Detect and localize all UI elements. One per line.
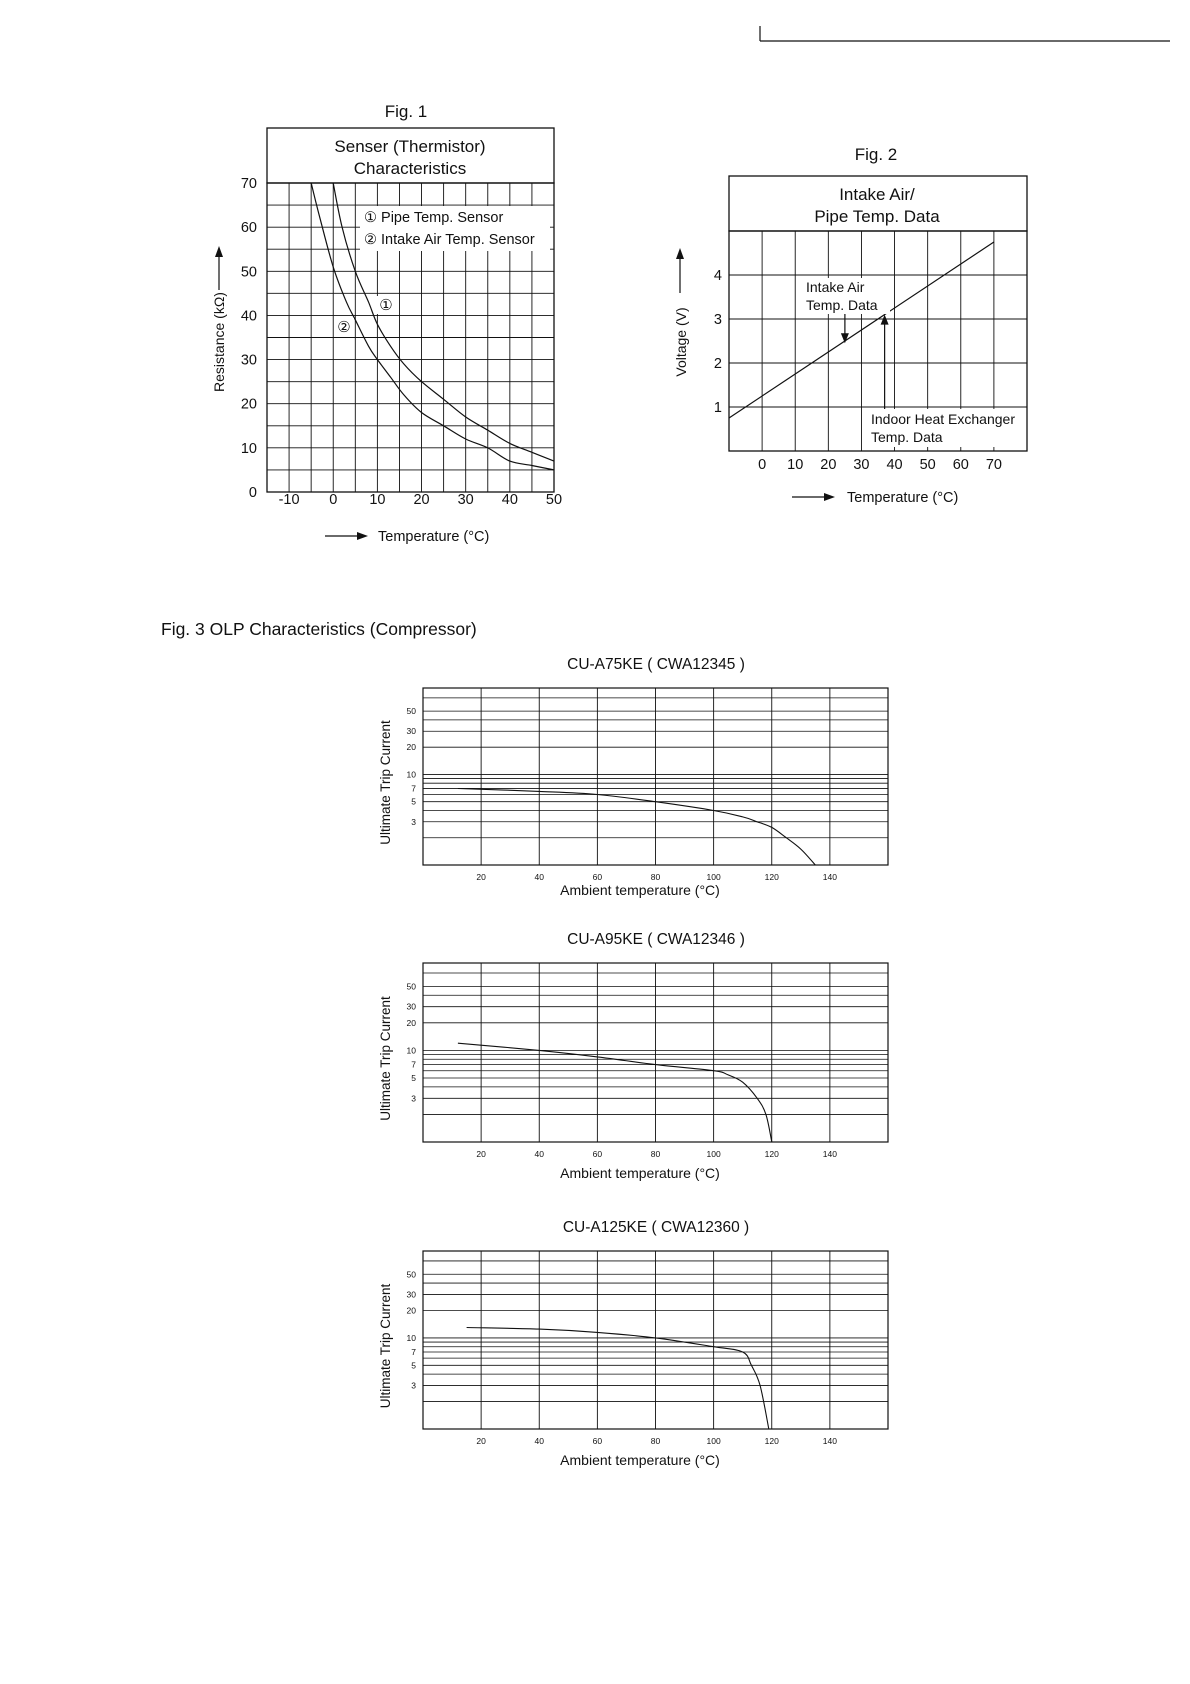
olp1-y-label: Ultimate Trip Current <box>378 720 393 845</box>
fig1-x-tick-label: 20 <box>413 492 430 508</box>
olp1-y-tick-label: 7 <box>411 783 416 794</box>
olp2-y-tick-label: 50 <box>406 981 416 992</box>
fig1-y-tick-label: 40 <box>240 308 257 325</box>
olp1-x-tick-label: 80 <box>650 872 661 882</box>
olp2-y-tick-label: 3 <box>411 1093 416 1104</box>
olp3-y-label: Ultimate Trip Current <box>378 1283 393 1409</box>
fig2-annotation1-line1: Intake Air <box>806 279 865 295</box>
fig1-chart <box>211 102 562 545</box>
olp1-y-tick-label: 5 <box>411 796 416 807</box>
olp1-chart <box>378 656 888 898</box>
olp2-y-tick-label: 20 <box>406 1017 416 1028</box>
fig2-title-line1: Intake Air/ <box>839 185 915 204</box>
olp3-y-tick-label: 5 <box>411 1360 416 1371</box>
olp3-series-line <box>467 1328 769 1430</box>
olp3-y-tick-label: 3 <box>411 1380 416 1391</box>
olp2-x-tick-label: 80 <box>650 1149 661 1159</box>
fig1-y-arrow <box>215 246 223 290</box>
olp3-y-tick-label: 10 <box>406 1332 416 1343</box>
fig1-title-line1: Senser (Thermistor) <box>334 137 486 156</box>
olp3-x-tick-label: 140 <box>822 1436 837 1446</box>
fig2-x-label: Temperature (°C) <box>847 490 959 506</box>
fig1-curve-label-2: ② <box>337 319 351 336</box>
fig1-x-label: Temperature (°C) <box>378 529 490 545</box>
olp3-y-tick-label: 50 <box>406 1269 416 1280</box>
olp3-x-tick-label: 20 <box>476 1436 486 1446</box>
olp1-y-tick-label: 3 <box>411 816 416 827</box>
fig2-x-tick-label: 40 <box>886 457 903 473</box>
fig1-y-tick-label: 70 <box>240 176 257 192</box>
fig1-y-tick-label: 50 <box>240 264 257 281</box>
fig2-y-arrow <box>676 248 684 293</box>
fig1-title-line2: Characteristics <box>353 159 467 178</box>
fig2-chart <box>673 145 1027 506</box>
olp3-x-tick-label: 60 <box>592 1436 603 1446</box>
header-rule <box>760 26 1170 41</box>
olp3-title: CU-A125KE ( CWA12360 ) <box>562 1219 750 1236</box>
fig1-x-tick-label: 30 <box>457 492 474 508</box>
olp1-x-tick-label: 60 <box>592 872 603 882</box>
fig2-annotation2-line1: Indoor Heat Exchanger <box>871 411 1015 427</box>
fig1-y-tick-label: 20 <box>240 396 257 413</box>
fig2-y-tick-label: 4 <box>713 268 722 284</box>
fig1-x-tick-label: -10 <box>278 492 300 508</box>
olp2-series-line <box>458 1043 772 1142</box>
olp2-x-tick-label: 40 <box>534 1149 544 1159</box>
olp2-y-tick-label: 10 <box>406 1045 416 1056</box>
fig1-y-label: Resistance (kΩ) <box>211 292 227 392</box>
olp3-x-label: Ambient temperature (°C) <box>560 1452 720 1468</box>
fig2-x-tick-label: 70 <box>985 457 1002 473</box>
fig2-y-tick-label: 3 <box>713 312 722 328</box>
olp3-x-tick-label: 100 <box>706 1436 721 1446</box>
fig1-caption: Fig. 1 <box>384 102 428 121</box>
fig1-x-tick-label: 10 <box>369 492 386 508</box>
fig1-y-tick-label: 0 <box>248 485 257 501</box>
olp2-y-tick-label: 7 <box>411 1059 416 1070</box>
fig1-x-tick-label: 0 <box>329 492 338 508</box>
olp2-title: CU-A95KE ( CWA12346 ) <box>567 931 745 948</box>
fig2-x-tick-label: 50 <box>919 457 936 473</box>
fig1-x-tick-label: 40 <box>501 492 518 508</box>
olp1-x-tick-label: 140 <box>822 872 837 882</box>
fig2-x-tick-label: 30 <box>853 457 870 473</box>
fig2-title-line2: Pipe Temp. Data <box>814 207 940 226</box>
olp2-chart <box>378 931 888 1181</box>
olp1-title: CU-A75KE ( CWA12345 ) <box>567 656 745 673</box>
fig2-annotation2-line2: Temp. Data <box>871 429 943 445</box>
fig1-legend-item-1: ① Pipe Temp. Sensor <box>364 210 504 226</box>
olp3-x-tick-label: 80 <box>650 1436 661 1446</box>
olp3-y-tick-label: 7 <box>411 1347 416 1358</box>
olp1-y-tick-label: 10 <box>406 769 416 780</box>
olp3-x-tick-label: 40 <box>534 1436 544 1446</box>
olp1-y-tick-label: 50 <box>406 706 416 717</box>
fig2-x-tick-label: 0 <box>758 457 767 473</box>
olp2-y-tick-label: 5 <box>411 1072 416 1083</box>
olp1-y-tick-label: 20 <box>406 742 416 753</box>
fig2-y-label: Voltage (V) <box>673 307 689 377</box>
olp1-series-line <box>458 789 815 866</box>
fig1-y-tick-label: 10 <box>240 440 257 457</box>
olp2-y-label: Ultimate Trip Current <box>378 996 393 1121</box>
fig2-y-tick-label: 1 <box>713 400 722 416</box>
olp1-x-label: Ambient temperature (°C) <box>560 882 720 898</box>
olp2-x-tick-label: 100 <box>706 1149 721 1159</box>
olp1-x-tick-label: 100 <box>706 872 721 882</box>
fig2-annotation1-line2: Temp. Data <box>806 297 878 313</box>
olp1-x-tick-label: 40 <box>534 872 544 882</box>
olp1-y-tick-label: 30 <box>406 726 416 737</box>
olp1-x-tick-label: 120 <box>764 872 779 882</box>
olp2-x-tick-label: 140 <box>822 1149 837 1159</box>
fig2-y-tick-label: 2 <box>713 356 722 372</box>
fig1-legend-item-2: ② Intake Air Temp. Sensor <box>364 232 535 248</box>
fig2-x-tick-label: 20 <box>820 457 837 473</box>
fig1-y-tick-label: 30 <box>240 352 257 369</box>
olp2-x-tick-label: 20 <box>476 1149 486 1159</box>
fig3-caption: Fig. 3 OLP Characteristics (Compressor) <box>161 619 477 639</box>
olp3-y-tick-label: 20 <box>406 1305 416 1316</box>
olp3-chart <box>378 1219 888 1468</box>
fig2-x-arrow <box>792 493 835 501</box>
olp2-x-tick-label: 120 <box>764 1149 779 1159</box>
olp3-x-tick-label: 120 <box>764 1436 779 1446</box>
fig1-y-tick-label: 60 <box>240 220 257 237</box>
olp2-x-tick-label: 60 <box>592 1149 603 1159</box>
olp1-x-tick-label: 20 <box>476 872 486 882</box>
fig1-x-tick-label: 50 <box>545 492 563 508</box>
fig1-x-arrow <box>325 532 368 540</box>
olp3-y-tick-label: 30 <box>406 1289 416 1300</box>
fig2-arrow1-head <box>841 333 849 343</box>
fig2-caption: Fig. 2 <box>854 145 898 164</box>
fig2-x-tick-label: 10 <box>787 457 804 473</box>
olp2-x-label: Ambient temperature (°C) <box>560 1165 720 1181</box>
fig1-curve-label-1: ① <box>379 297 393 314</box>
fig2-x-tick-label: 60 <box>952 457 969 473</box>
olp2-y-tick-label: 30 <box>406 1001 416 1012</box>
